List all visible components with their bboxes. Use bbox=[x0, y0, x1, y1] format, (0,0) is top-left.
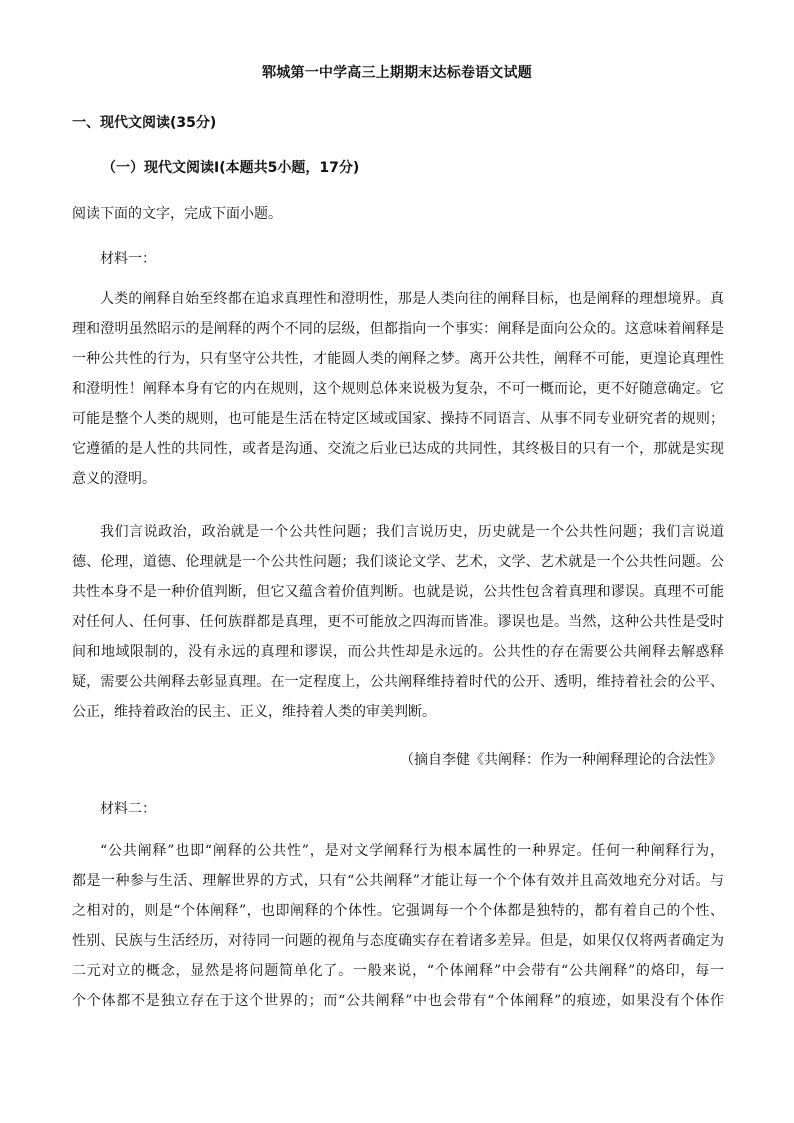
text-line: “公共阐释”也即“阐释的公共性”，是对文学阐释行为根本属性的一种界定。任何一种阐释行为， bbox=[100, 843, 724, 859]
text-line: 对任何人、任何事、任何族群都是真理，更不可能放之四海而皆准。谬误也是。当然，这种公共性是受时 bbox=[72, 614, 724, 630]
text-line: 都是一种参与生活、理解世界的方式，只有“公共阐释”才能让每一个个体有效并且高效地充分对话。与 bbox=[72, 873, 724, 889]
instruction-text: 阅读下面的文字，完成下面小题。 bbox=[72, 206, 282, 222]
text-line: 我们言说政治，政治就是一个公共性问题；我们言说历史，历史就是一个公共性问题；我们言说道 bbox=[100, 524, 724, 540]
text-line: 个个体都不是独立存在于这个世界的；而“公共阐释”中也会带有“个体阐释”的痕迹，如果没有个体作 bbox=[72, 993, 724, 1009]
text-line: 意义的澄明。 bbox=[72, 471, 156, 487]
text-line: 人类的阐释自始至终都在追求真理性和澄明性，那是人类向往的阐释目标，也是阐释的理想境界。真 bbox=[100, 291, 724, 307]
text-line: 间和地域限制的，没有永远的真理和谬误，而公共性却是永远的。公共性的存在需要公共阐释去解惑释 bbox=[72, 644, 724, 660]
text-line: 它遵循的是人性的共同性，或者是沟通、交流之后业已达成的共同性，其终极目的只有一个，那就是实现 bbox=[72, 441, 724, 457]
text-line: 德、伦理，道德、伦理就是一个公共性问题；我们谈论文学、艺术，文学、艺术就是一个公共性问题。公 bbox=[72, 554, 724, 570]
text-line: 公正，维持着政治的民主、正义，维持着人类的审美判断。 bbox=[72, 704, 436, 720]
section-heading: 一、现代文阅读(35分) bbox=[72, 115, 217, 131]
text-line: 理和澄明虽然昭示的是阐释的两个不同的层级，但都指向一个事实：阐释是面向公众的。这意味着阐释是 bbox=[72, 321, 724, 337]
text-line: 疑，需要公共阐释去彰显真理。在一定程度上，公共阐释维持着时代的公开、透明，维持着社会的公平、 bbox=[72, 674, 724, 690]
text-line: 和澄明性！阐释本身有它的内在规则，这个规则总体来说极为复杂，不可一概而论，更不好随意确定。它 bbox=[72, 381, 724, 397]
material1-label: 材料一： bbox=[100, 251, 156, 267]
material1-paragraph1 bbox=[72, 284, 724, 494]
text-line: 二元对立的概念，显然是将问题简单化了。一般来说，“个体阐释”中会带有“公共阐释”的烙印，每一 bbox=[72, 963, 724, 979]
material2-paragraph1 bbox=[72, 836, 724, 1016]
text-line: 可能是整个人类的规则，也可能是生活在特定区域或国家、操持不同语言、从事不同专业研究者的规则； bbox=[72, 411, 724, 427]
material1-source-citation: （摘自李健《共阐释：作为一种阐释理论的合法性》 bbox=[400, 752, 722, 768]
text-line: 之相对的，则是“个体阐释”，也即阐释的个体性。它强调每一个个体都是独特的，都有着自己的个性、 bbox=[72, 903, 724, 919]
exam-title: 郓城第一中学高三上期期末达标卷语文试题 bbox=[262, 65, 532, 81]
text-line: 性别、民族与生活经历，对待同一问题的视角与态度确实存在着诸多差异。但是，如果仅仅将两者确定为 bbox=[72, 933, 724, 949]
text-line: 一种公共性的行为，只有坚守公共性，才能圆人类的阐释之梦。离开公共性，阐释不可能，更遑论真理性 bbox=[72, 351, 724, 367]
material2-label: 材料二： bbox=[100, 801, 156, 817]
subsection-heading: （一）现代文阅读Ⅰ(本题共5小题，17分) bbox=[102, 160, 360, 176]
material1-paragraph2 bbox=[72, 517, 724, 727]
text-line: 共性本身不是一种价值判断，但它又蕴含着价值判断。也就是说，公共性包含着真理和谬误。真理不可能 bbox=[72, 584, 724, 600]
